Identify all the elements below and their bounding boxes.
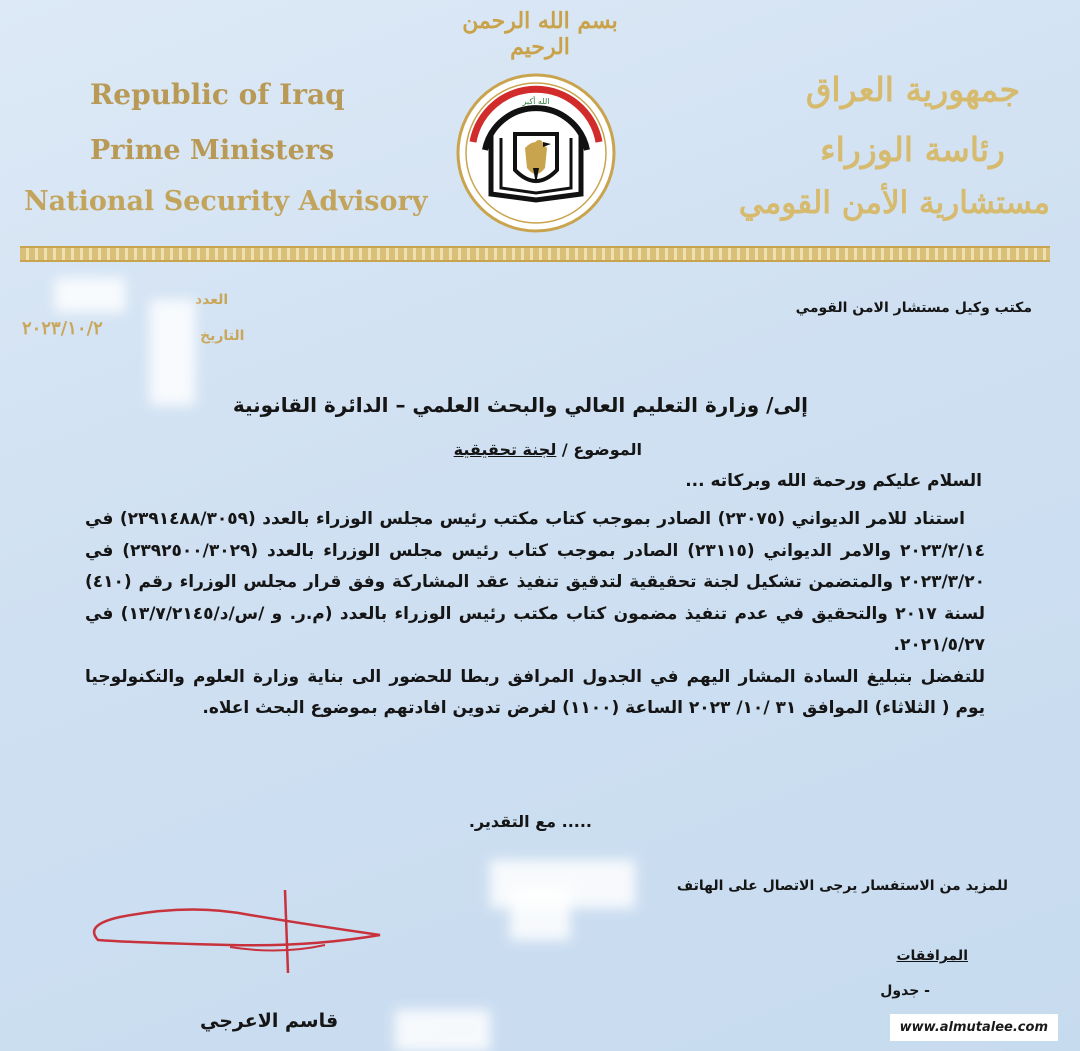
subject-line (454, 440, 642, 459)
issuing-office: مكتب وكيل مستشار الامن القومي (795, 300, 1032, 316)
signatory-name: قاسم الاعرجي (200, 1010, 339, 1032)
greeting: السلام عليكم ورحمة الله وبركاته ... (685, 471, 982, 491)
redaction-patch (55, 278, 125, 312)
number-label: العدد (195, 292, 229, 308)
header-arabic-ministry: رئاسة الوزراء (820, 130, 1005, 169)
header-arabic-agency: مستشارية الأمن القومي (738, 185, 1050, 221)
national-security-emblem-icon (455, 72, 617, 234)
body-paragraph-2: للتفضل بتبليغ السادة المشار اليهم في الجدول المرافق ربطا للحضور الى بناية وزارة العلوم والتكنولوجيا يوم ( الثلاثاء) الموافق ٣١ /١٠/ ٢٠٢٣ الساعة (١١٠٠) لغرض تدوين افادتهم بموضوع البحث اعلاه. (85, 666, 985, 718)
handwritten-signature (80, 885, 400, 980)
header-arabic-country: جمهورية العراق (805, 70, 1020, 109)
recipient: إلى/ وزارة التعليم العالي والبحث العلمي – الدائرة القانونية (232, 393, 808, 417)
body-paragraph-1: استناد للامر الديواني (٢٣٠٧٥) الصادر بموجب كتاب مكتب رئيس مجلس الوزراء بالعدد (٢٣٩١٤٨٨/٣٠٥٩) في ٢٠٢٣/٢/١٤ والامر الديواني (٢٣١١٥) الصادر بموجب كتاب رئيس مجلس الوزراء بالعدد (٢٣٩٢٥٠٠/٣٠٢٩) في ٢٠٢٣/٣/٢٠ والمتضمن تشكيل لجنة تحقيقية لتدقيق تنفيذ عقد المشاركة وفق قرار مجلس الوزراء رقم (٤١٠) لسنة ٢٠١٧ والتحقيق في عدم تنفيذ مضمون كتاب مكتب رئيس الوزراء بالعدد (م.ر. و /س/د/١٣/٧/٢١٤٥) في ٢٠٢١/٥/٢٧. (85, 509, 985, 655)
basmala: بسم الله الرحمن الرحيم (462, 8, 618, 60)
closing-regards: ..... مع التقدير. (468, 812, 592, 831)
header-english-agency: National Security Advisory (24, 186, 428, 217)
header-english-ministry: Prime Ministers (90, 135, 335, 166)
redaction-patch (510, 885, 570, 940)
website-watermark: www.almutalee.com (890, 1014, 1058, 1041)
logo-takbir-text: الله أكبر (522, 97, 550, 106)
subject-label: الموضوع / (561, 440, 642, 459)
subject-value: لجنة تحقيقية (453, 440, 557, 459)
redaction-patch (150, 300, 195, 405)
letter-date: ٢٠٢٣/١٠/٢ (22, 318, 103, 339)
letter-body (85, 504, 985, 725)
attachment-item: - جدول (880, 983, 930, 999)
header-english-country: Republic of Iraq (90, 78, 345, 111)
date-label: التاريخ (200, 328, 245, 344)
redaction-patch (395, 1010, 490, 1051)
header-divider (20, 246, 1050, 262)
attachments-title: المرافقات (896, 948, 968, 964)
contact-note: للمزيد من الاستفسار يرجى الاتصال على الهاتف (676, 878, 1008, 894)
